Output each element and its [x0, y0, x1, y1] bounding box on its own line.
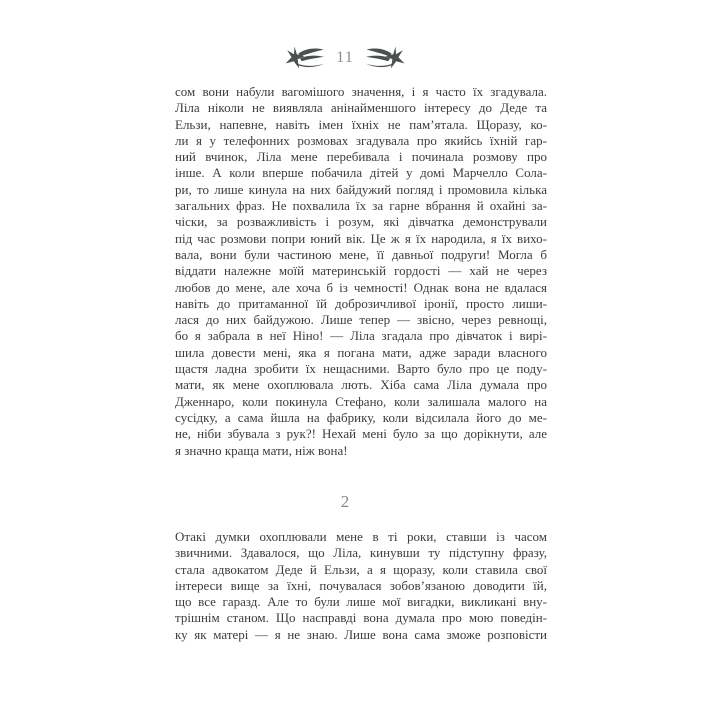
text-line: щастя ладна зробити їх нещасними. Варто було про це поду-: [175, 361, 547, 377]
swallow-ornament-left-icon: [283, 46, 325, 72]
text-line: під час розмови попри юний вік. Це ж я їх народила, я їх вихо-: [175, 230, 547, 246]
text-line: навіть до притаманної їй доброзичливої іронії, просто лиши-: [175, 295, 547, 311]
text-line: лася до них байдужою. Лише тепер — звісно, через ревнощі,: [175, 312, 547, 328]
text-line: стала адвокатом Деде й Ельзи, а я щоразу, коли ставила свої: [175, 561, 547, 577]
text-line: вала, вони були частиною мене, її давньої подруги! Могла б: [175, 246, 547, 262]
text-line: мати, як мене охоплювала лють. Хіба сама Ліла думала про: [175, 377, 547, 393]
text-line: ли я у телефонних розмовах згадувала про якийсь їхній гар-: [175, 132, 547, 148]
swallow-ornament-right-icon: [365, 46, 407, 72]
text-line: шила довести мені, яка я погана мати, адже заради власного: [175, 344, 547, 360]
text-line: інтереси вище за їхні, почувалася зобов’язаною доводити їй,: [175, 577, 547, 593]
text-line: любов до мене, але хоча б із чемності! Однак вона не вдалася: [175, 279, 547, 295]
text-line: загальних фраз. Не похвалила їх за гарне вбрання й охайні за-: [175, 198, 547, 214]
text-line: Дженнаро, коли покинула Стефано, коли залишала малого на: [175, 393, 547, 409]
text-line: сусідку, а сама йшла на фабрику, коли відсилала його до ме-: [175, 409, 547, 425]
paragraph-2: [175, 529, 547, 643]
text-line: звичними. Здавалося, що Ліла, кинувши ту підступну фразу,: [175, 545, 547, 561]
text-line: ри, то лише кинула на них байдужий погляд і промовила кілька: [175, 181, 547, 197]
text-line: чіски, за розважливість і розум, які дівчатка демонстрували: [175, 214, 547, 230]
text-line: сом вони набули вагомішого значення, і я часто їх згадувала.: [175, 84, 547, 99]
text-line: ку як матері — я не знаю. Лише вона сама зможе розповісти: [175, 626, 547, 642]
text-line: ний вчинок, Ліла мене перебивала і починала розмову про: [175, 149, 547, 165]
page-header: [0, 46, 705, 72]
text-line: я значно краща мати, ніж вона!: [175, 442, 348, 458]
text-line: трішнім станом. Що насправді вона думала про мою поведін-: [175, 610, 547, 626]
page-number: 11: [336, 49, 354, 66]
text-line: не, ніби збувала з рук?! Нехай мені було за що дорікнути, але: [175, 426, 547, 442]
text-line: віддати належне моїй материнській гордості — хай не через: [175, 263, 547, 279]
text-line: що все гаразд. Але то були лише мої вигадки, викликані вну-: [175, 594, 547, 610]
text-line: інше. А коли вперше побачила дітей у домі Марчелло Сола-: [175, 165, 547, 181]
text-line: Отакі думки охоплювали мене в ті роки, ставши із часом: [175, 529, 547, 544]
text-line: Ельзи, напевне, навіть імен їхніх не пам’ятала. Щоразу, ко-: [175, 116, 547, 132]
paragraph-1: [175, 84, 547, 459]
text-line: Ліла ніколи не виявляла анінайменшого інтересу до Деде та: [175, 100, 547, 116]
text-line: бо я забрала в неї Ніно! — Ліла згадала про дівчаток і вирі-: [175, 328, 547, 344]
section-number: 2: [340, 492, 350, 511]
